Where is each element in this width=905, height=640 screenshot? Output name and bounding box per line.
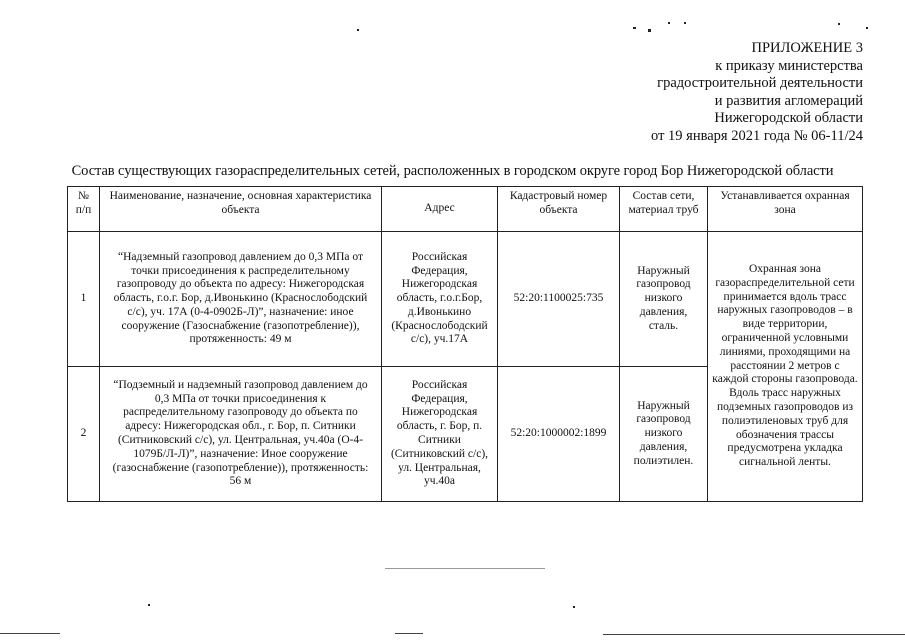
- gas-network-table: [67, 186, 863, 502]
- scan-speck: [838, 23, 840, 25]
- table-header-row: [68, 187, 863, 232]
- scan-speck: [148, 604, 150, 606]
- col-header-cadastral: Кадастровый номер объекта: [498, 187, 620, 232]
- scan-speck: [633, 27, 636, 29]
- appendix-line: градостроительной деятельности: [657, 75, 863, 91]
- page-edge-line: [603, 634, 905, 635]
- appendix-line: Нижегородской области: [714, 110, 863, 126]
- appendix-line: к приказу министерства: [715, 57, 863, 74]
- col-header-name: Наименование, назначение, основная характеристика объекта: [100, 187, 382, 232]
- scan-speck: [684, 22, 686, 24]
- object-description: “Подземный и надземный газопровод давлением до 0,3 МПа от точки присоединения к распределительному газопроводу до объекта по адресу: Нижегородская обл., г. Бор, п. Ситники (Ситниковский с/с), ул. Центральная, уч.40а (О-4-1079Б/Л-Л)”, назначение: Иное сооружение (газоснабжение (газопотребление)), протяженность: 56 м: [100, 367, 382, 502]
- appendix-header: [543, 40, 863, 145]
- cadastral-number: 52:20:1000002:1899: [498, 367, 620, 502]
- object-description: “Надземный газопровод давлением до 0,3 МПа от точки присоединения к распределительному газопроводу до объекта по адресу: Нижегородская область, г.о.г. Бор, д.Ивонькино (Краснослободский с/с), уч. 17А (0-4-0902Б-Л)”, назначение: иное сооружение (Газоснабжение (газопотребление)), протяженность: 49 м: [100, 232, 382, 367]
- col-header-address: Адрес: [382, 187, 498, 232]
- protection-zone-text: Охранная зона газораспределительной сети принимается вдоль трасс наружных газопроводов – в виде территории, ограниченной условными линиями, проходящими на расстоянии 2 метров с каждой стороны газопровода. Вдоль трасс наружных подземных газопроводов из полиэтиленовых труб для обозначения трассы предусмотрена укладка сигнальной ленты.: [708, 232, 863, 502]
- col-header-zone: Устанавливается охранная зона: [708, 187, 863, 232]
- scan-speck: [668, 22, 670, 24]
- row-number: 1: [68, 232, 100, 367]
- separator-line: [385, 568, 545, 569]
- scan-speck: [357, 29, 359, 31]
- object-address: Российская Федерация, Нижегородская область, г. Бор, п. Ситники (Ситниковский с/с), ул. Центральная, уч.40а: [382, 367, 498, 502]
- page-edge-line: [0, 633, 60, 634]
- cadastral-number: 52:20:1100025:735: [498, 232, 620, 367]
- network-composition: Наружный газопровод низкого давления, сталь.: [620, 232, 708, 367]
- scan-speck: [866, 27, 868, 29]
- appendix-date-line: от 19 января 2021 года № 06-11/24: [651, 127, 863, 144]
- document-title: Состав существующих газораспределительных сетей, расположенных в городском округе город Бор Нижегородской области: [71, 163, 834, 179]
- network-composition: Наружный газопровод низкого давления, полиэтилен.: [620, 367, 708, 502]
- appendix-line: и развития агломераций: [714, 92, 863, 109]
- col-header-number: № п/п: [68, 187, 100, 232]
- row-number: 2: [68, 367, 100, 502]
- appendix-title: ПРИЛОЖЕНИЕ 3: [751, 40, 863, 56]
- scan-speck: [573, 606, 575, 608]
- table-row: [68, 232, 863, 367]
- object-address: Российская Федерация, Нижегородская область, г.о.г.Бор, д.Ивонькино (Краснослободский с/с), уч.17А: [382, 232, 498, 367]
- col-header-network: Состав сети, материал труб: [620, 187, 708, 232]
- scan-speck: [648, 29, 651, 32]
- page-edge-line: [395, 633, 423, 634]
